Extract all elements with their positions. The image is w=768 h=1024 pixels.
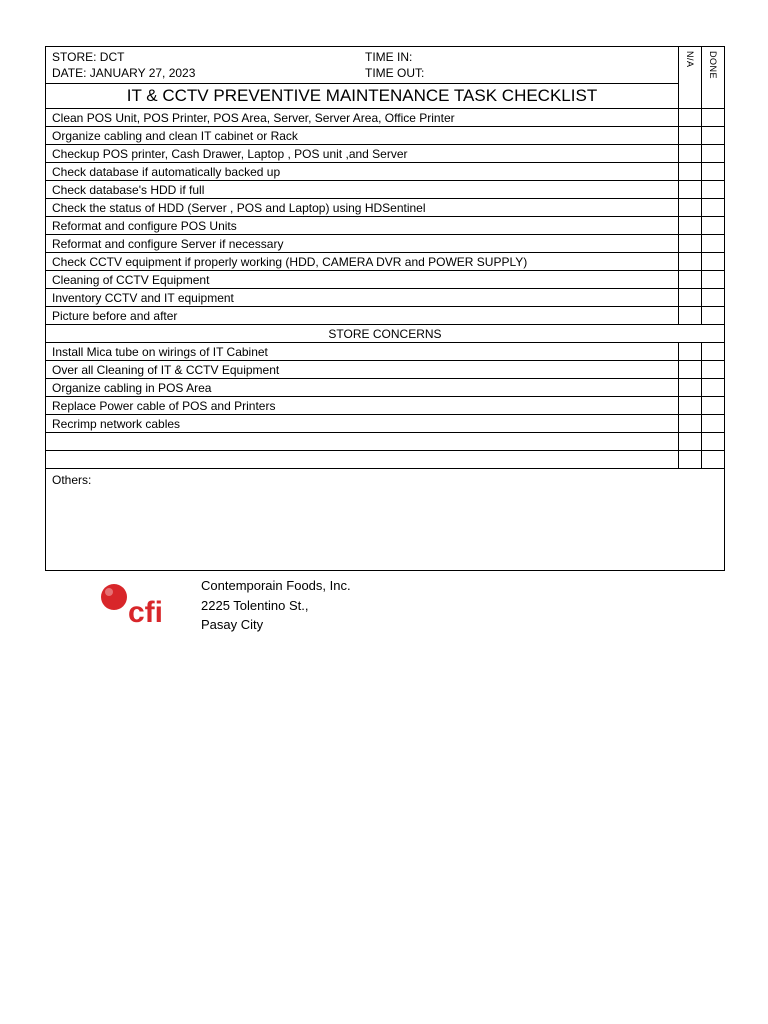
cfi-logo <box>98 572 184 632</box>
time-out-label: TIME OUT: <box>365 66 425 80</box>
done-checkbox[interactable] <box>702 253 725 271</box>
concern-row-text: Recrimp network cables <box>46 415 679 433</box>
company-footer <box>98 570 418 636</box>
task-row-text: Inventory CCTV and IT equipment <box>46 289 679 307</box>
na-checkbox[interactable] <box>679 379 702 397</box>
na-checkbox[interactable] <box>679 307 702 325</box>
na-checkbox[interactable] <box>679 397 702 415</box>
na-checkbox[interactable] <box>679 199 702 217</box>
done-checkbox[interactable] <box>702 379 725 397</box>
others-row <box>46 469 725 571</box>
task-row-text: Cleaning of CCTV Equipment <box>46 271 679 289</box>
store-concerns-heading: STORE CONCERNS <box>46 325 725 343</box>
done-checkbox[interactable] <box>702 217 725 235</box>
header-info <box>46 47 679 84</box>
done-checkbox[interactable] <box>702 127 725 145</box>
title-row <box>46 84 725 109</box>
concern-row <box>46 343 725 361</box>
task-row <box>46 181 725 199</box>
task-row-text: Picture before and after <box>46 307 679 325</box>
task-row <box>46 145 725 163</box>
task-row-text: Reformat and configure Server if necessary <box>46 235 679 253</box>
concern-row <box>46 379 725 397</box>
na-checkbox[interactable] <box>679 343 702 361</box>
na-checkbox[interactable] <box>679 127 702 145</box>
na-checkbox[interactable] <box>679 289 702 307</box>
task-row-text: Clean POS Unit, POS Printer, POS Area, Server, Server Area, Office Printer <box>46 109 679 127</box>
done-checkbox[interactable] <box>702 109 725 127</box>
task-row-text: Organize cabling and clean IT cabinet or Rack <box>46 127 679 145</box>
task-row <box>46 199 725 217</box>
na-checkbox[interactable] <box>679 361 702 379</box>
concern-row-text <box>46 451 679 469</box>
company-name: Contemporain Foods, Inc. <box>201 578 351 593</box>
concern-row-text: Install Mica tube on wirings of IT Cabinet <box>46 343 679 361</box>
task-row <box>46 217 725 235</box>
done-checkbox[interactable] <box>702 271 725 289</box>
done-checkbox[interactable] <box>702 433 725 451</box>
concern-row-text: Organize cabling in POS Area <box>46 379 679 397</box>
task-row <box>46 289 725 307</box>
done-checkbox[interactable] <box>702 289 725 307</box>
done-checkbox[interactable] <box>702 451 725 469</box>
tasks-section <box>46 109 725 325</box>
done-checkbox[interactable] <box>702 415 725 433</box>
done-checkbox[interactable] <box>702 361 725 379</box>
done-checkbox[interactable] <box>702 199 725 217</box>
others-field[interactable]: Others: <box>46 469 725 571</box>
company-street: 2225 Tolentino St., <box>201 597 309 613</box>
task-row-text: Reformat and configure POS Units <box>46 217 679 235</box>
na-checkbox[interactable] <box>679 163 702 181</box>
na-checkbox[interactable] <box>679 109 702 127</box>
na-checkbox[interactable] <box>679 433 702 451</box>
store-label: STORE: DCT <box>52 50 125 64</box>
concern-row <box>46 415 725 433</box>
task-row <box>46 127 725 145</box>
na-header-text: N/A <box>685 51 695 68</box>
task-row-text: Check CCTV equipment if properly working (HDD, CAMERA DVR and POWER SUPPLY) <box>46 253 679 271</box>
concern-row <box>46 361 725 379</box>
task-row <box>46 109 725 127</box>
done-checkbox[interactable] <box>702 397 725 415</box>
checklist-title: IT & CCTV PREVENTIVE MAINTENANCE TASK CHECKLIST <box>46 84 679 109</box>
task-row <box>46 307 725 325</box>
done-checkbox[interactable] <box>702 235 725 253</box>
na-column-header <box>679 47 702 109</box>
concern-row <box>46 451 725 469</box>
logo-text: cfi <box>128 596 164 629</box>
date-label: DATE: JANUARY 27, 2023 <box>52 66 196 80</box>
company-address <box>201 576 351 635</box>
na-checkbox[interactable] <box>679 415 702 433</box>
concern-row <box>46 397 725 415</box>
done-checkbox[interactable] <box>702 163 725 181</box>
concern-row-text: Replace Power cable of POS and Printers <box>46 397 679 415</box>
na-checkbox[interactable] <box>679 271 702 289</box>
na-checkbox[interactable] <box>679 181 702 199</box>
task-row-text: Check the status of HDD (Server , POS and Laptop) using HDSentinel <box>46 199 679 217</box>
logo-red-circle <box>101 584 127 610</box>
done-column-header <box>702 47 725 109</box>
checklist-table <box>45 46 725 571</box>
concern-row-text: Over all Cleaning of IT & CCTV Equipment <box>46 361 679 379</box>
time-in-label: TIME IN: <box>365 50 413 64</box>
task-row-text: Check database if automatically backed up <box>46 163 679 181</box>
na-checkbox[interactable] <box>679 235 702 253</box>
task-row-text: Checkup POS printer, Cash Drawer, Laptop , POS unit ,and Server <box>46 145 679 163</box>
concern-row-text <box>46 433 679 451</box>
task-row <box>46 235 725 253</box>
store-concerns-row <box>46 325 725 343</box>
na-checkbox[interactable] <box>679 451 702 469</box>
done-checkbox[interactable] <box>702 145 725 163</box>
done-checkbox[interactable] <box>702 307 725 325</box>
header-row <box>46 47 725 84</box>
na-checkbox[interactable] <box>679 253 702 271</box>
done-checkbox[interactable] <box>702 343 725 361</box>
na-checkbox[interactable] <box>679 217 702 235</box>
concern-row <box>46 433 725 451</box>
concerns-section <box>46 343 725 469</box>
task-row <box>46 253 725 271</box>
na-checkbox[interactable] <box>679 145 702 163</box>
task-row <box>46 163 725 181</box>
company-city: Pasay City <box>201 617 264 632</box>
task-row-text: Check database's HDD if full <box>46 181 679 199</box>
done-checkbox[interactable] <box>702 181 725 199</box>
task-row <box>46 271 725 289</box>
done-header-text: DONE <box>708 51 718 80</box>
